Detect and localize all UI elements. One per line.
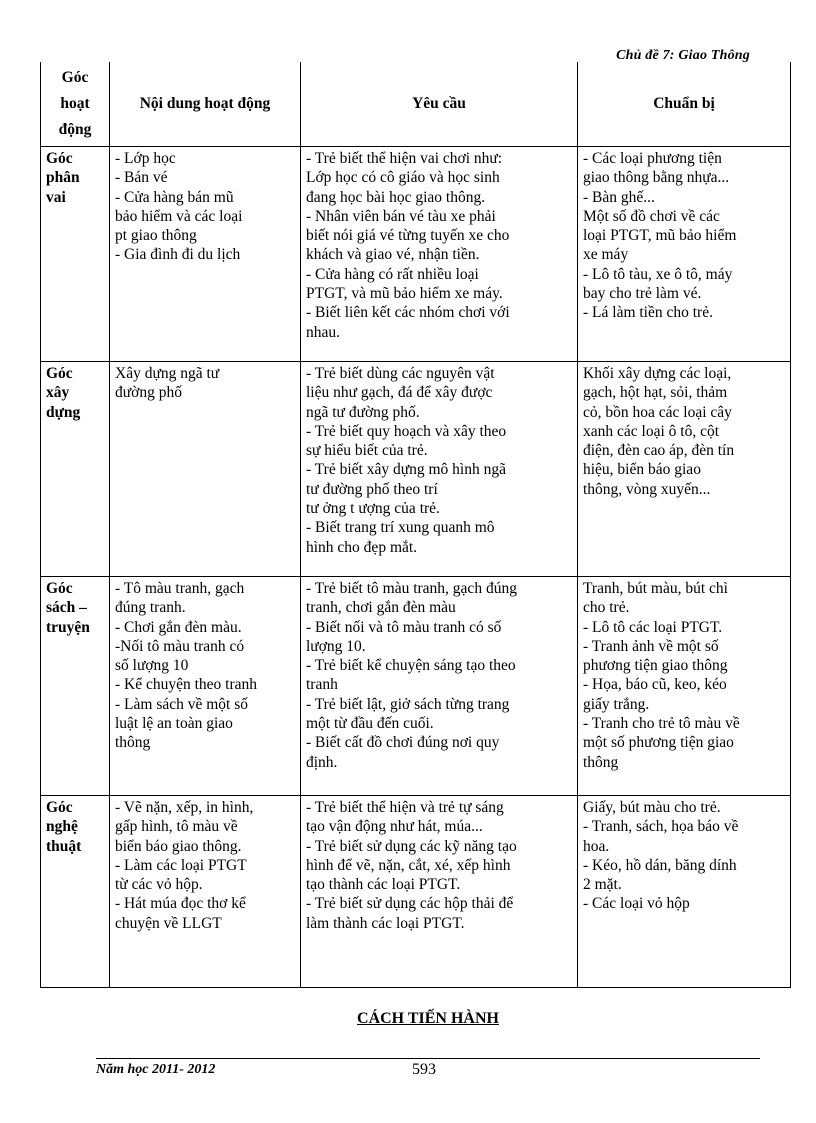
text-line: - Làm sách về một số	[115, 695, 249, 713]
text-line: hình cho đẹp mắt.	[306, 538, 418, 556]
activity-preparation	[578, 362, 791, 577]
text-line: thông	[115, 734, 151, 752]
text-line: số lượng 10	[115, 657, 189, 675]
text-line: - Biết nối và tô màu tranh có số	[306, 618, 502, 636]
text-line: dựng	[46, 403, 81, 421]
text-line: Khối xây dựng các loại,	[583, 365, 732, 382]
text-line: tạo vận động như hát, múa...	[306, 818, 483, 836]
text-line: vai	[46, 188, 66, 206]
text-line: - Tô màu tranh, gạch	[115, 580, 245, 597]
text-line: - Lô tô tàu, xe ô tô, máy	[583, 265, 733, 283]
text-line: hiệu, biển báo giao	[583, 461, 701, 479]
text-line: - Lớp học	[115, 150, 176, 167]
text-line: - Họa, báo cũ, keo, kéo	[583, 676, 727, 694]
text-line: phương tiện giao thông	[583, 657, 728, 675]
text-line: đang học bài học giao thông.	[306, 188, 486, 206]
text-line: thông, vòng xuyến...	[583, 480, 711, 498]
text-line: -Nối tô màu tranh có	[115, 637, 245, 655]
activity-content	[110, 147, 301, 362]
text-line: Góc	[61, 69, 89, 86]
text-line: một số phương tiện giao	[583, 734, 734, 752]
text-line: liệu như gạch, đá để xây được	[306, 384, 493, 402]
text-line: - Các loại phương tiện	[583, 150, 722, 167]
text-line: - Trẻ biết dùng các nguyên vật	[306, 365, 495, 382]
activity-requirements	[301, 147, 578, 362]
text-line: - Tranh cho trẻ tô màu về	[583, 715, 740, 733]
text-line: tư ởng t ượng của trẻ.	[306, 500, 440, 518]
text-line: 2 mặt.	[583, 876, 622, 894]
text-line: - Lá làm tiền cho trẻ.	[583, 304, 713, 322]
footer-school-year: Năm học 2011- 2012	[96, 1062, 216, 1077]
text-line: khách và giao vé, nhận tiền.	[306, 246, 480, 264]
table-header-row	[41, 62, 791, 147]
text-line: Chuẩn bị	[653, 95, 715, 112]
text-line: - Biết cất đồ chơi đúng nơi quy	[306, 734, 500, 752]
text-line: - Biết liên kết các nhóm chơi với	[306, 304, 510, 322]
text-line: hoạt	[60, 95, 90, 112]
text-line: - Trẻ biết sử dụng các kỹ năng tạo	[306, 837, 517, 855]
text-line: - Làm các loại PTGT	[115, 856, 247, 874]
text-line: xây	[46, 384, 70, 402]
text-line: - Vẽ nặn, xếp, in hình,	[115, 799, 254, 816]
text-line: luật lệ an toàn giao	[115, 715, 233, 733]
corner-name	[41, 796, 110, 988]
text-line: Góc	[46, 365, 73, 382]
text-line: thông	[583, 753, 619, 771]
text-line: thuật	[46, 837, 82, 855]
text-line: - Cửa hàng có rất nhiều loại	[306, 265, 479, 283]
text-line: gấp hình, tô màu về	[115, 818, 238, 836]
topic-header: Chủ đề 7: Giao Thông	[616, 48, 750, 63]
activity-corners-table	[40, 62, 791, 988]
table-row	[41, 362, 791, 577]
text-line: đường phố	[115, 384, 182, 402]
text-line: - Bàn ghế...	[583, 188, 655, 206]
text-line: - Trẻ biết lật, giở sách từng trang	[306, 695, 510, 713]
header-corner	[41, 62, 110, 147]
text-line: bảo hiểm và các loại	[115, 207, 243, 225]
text-line: hoa.	[583, 837, 610, 855]
text-line: giao thông bằng nhựa...	[583, 169, 730, 187]
header-content	[110, 62, 301, 147]
text-line: tranh, chơi gắn đèn màu	[306, 599, 456, 617]
text-line: ngã tư đường phố.	[306, 403, 420, 421]
text-line: - Trẻ biết quy hoạch và xây theo	[306, 422, 507, 440]
text-line: Nội dung hoạt động	[139, 95, 271, 112]
activity-preparation	[578, 577, 791, 796]
text-line: pt giao thông	[115, 227, 197, 245]
activity-preparation	[578, 147, 791, 362]
text-line: lượng 10.	[306, 637, 366, 655]
text-line: cỏ, bồn hoa các loại cây	[583, 403, 732, 421]
activity-content	[110, 362, 301, 577]
text-line: - Trẻ biết kể chuyện sáng tạo theo	[306, 657, 516, 675]
text-line: Giấy, bút màu cho trẻ.	[583, 799, 721, 816]
header-preparation	[578, 62, 791, 147]
text-line: tranh	[306, 676, 338, 694]
text-line: loại PTGT, mũ bảo hiểm	[583, 227, 737, 245]
text-line: - Tranh, sách, họa báo về	[583, 818, 739, 836]
text-line: động	[58, 121, 92, 138]
activity-content	[110, 796, 301, 988]
text-line: - Nhân viên bán vé tàu xe phải	[306, 207, 496, 225]
text-line: chuyện về LLGT	[115, 914, 222, 932]
corner-name	[41, 577, 110, 796]
text-line: - Lô tô các loại PTGT.	[583, 618, 723, 636]
activity-requirements	[301, 577, 578, 796]
text-line: - Trẻ biết thể hiện vai chơi như:	[306, 150, 503, 167]
corner-name	[41, 147, 110, 362]
text-line: xanh các loại ô tô, cột	[583, 422, 720, 440]
text-line: - Gia đình đi du lịch	[115, 246, 241, 264]
text-line: biển báo giao thông.	[115, 837, 242, 855]
text-line: sự hiểu biết của trẻ.	[306, 442, 428, 460]
text-line: cho trẻ.	[583, 599, 630, 617]
table-row	[41, 796, 791, 988]
text-line: một từ đầu đến cuối.	[306, 715, 434, 733]
text-line: tạo thành các loại PTGT.	[306, 876, 461, 894]
text-line: từ các vỏ hộp.	[115, 876, 203, 894]
text-line: - Trẻ biết xây dựng mô hình ngã	[306, 461, 506, 479]
header-requirements	[301, 62, 578, 147]
text-line: PTGT, và mũ bảo hiểm xe máy.	[306, 285, 503, 303]
text-line: nhau.	[306, 323, 341, 341]
text-line: - Các loại vỏ hộp	[583, 895, 690, 913]
corner-name	[41, 362, 110, 577]
text-line: - Hát múa đọc thơ kể	[115, 895, 246, 913]
text-line: Một số đồ chơi về các	[583, 207, 720, 225]
text-line: nghệ	[46, 818, 78, 836]
text-line: đúng tranh.	[115, 599, 186, 617]
text-line: sách –	[46, 599, 87, 617]
activity-requirements	[301, 796, 578, 988]
text-line: phân	[46, 169, 80, 187]
text-line: tư đường phố theo trí	[306, 480, 438, 498]
activity-preparation	[578, 796, 791, 988]
text-line: định.	[306, 753, 338, 771]
text-line: Tranh, bút màu, bút chì	[583, 580, 728, 597]
section-title: CÁCH TIẾN HÀNH	[357, 1010, 499, 1027]
text-line: biết nói giá vé từng tuyến xe cho	[306, 227, 510, 245]
text-line: - Tranh ảnh về một số	[583, 637, 719, 655]
text-line: - Kéo, hồ dán, băng dính	[583, 856, 737, 874]
text-line: - Kể chuyện theo tranh	[115, 676, 258, 694]
activity-requirements	[301, 362, 578, 577]
text-line: truyện	[46, 618, 90, 636]
page-number: 593	[412, 1061, 436, 1078]
text-line: - Bán vé	[115, 169, 168, 187]
text-line: Góc	[46, 150, 73, 167]
text-line: - Trẻ biết tô màu tranh, gạch đúng	[306, 580, 517, 597]
text-line: Góc	[46, 580, 73, 597]
text-line: điện, đèn cao áp, đèn tín	[583, 442, 735, 460]
table-row	[41, 147, 791, 362]
text-line: - Chơi gắn đèn màu.	[115, 618, 242, 636]
footer-divider	[96, 1058, 760, 1059]
text-line: Yêu cầu	[412, 95, 466, 112]
table-row	[41, 577, 791, 796]
text-line: - Cửa hàng bán mũ	[115, 188, 234, 206]
text-line: - Trẻ biết thể hiện và trẻ tự sáng	[306, 799, 504, 816]
activity-content	[110, 577, 301, 796]
text-line: gạch, hột hạt, sỏi, thảm	[583, 384, 728, 402]
text-line: - Trẻ biết sử dụng các hộp thải để	[306, 895, 514, 913]
text-line: làm thành các loại PTGT.	[306, 914, 465, 932]
text-line: Góc	[46, 799, 73, 816]
text-line: bay cho trẻ làm vé.	[583, 285, 702, 303]
text-line: Lớp học có cô giáo và học sinh	[306, 169, 500, 187]
text-line: giấy trắng.	[583, 695, 650, 713]
text-line: Xây dựng ngã tư	[115, 365, 220, 382]
text-line: hình để vẽ, nặn, cắt, xé, xếp hình	[306, 856, 511, 874]
text-line: - Biết trang trí xung quanh mô	[306, 519, 495, 537]
text-line: xe máy	[583, 246, 629, 264]
